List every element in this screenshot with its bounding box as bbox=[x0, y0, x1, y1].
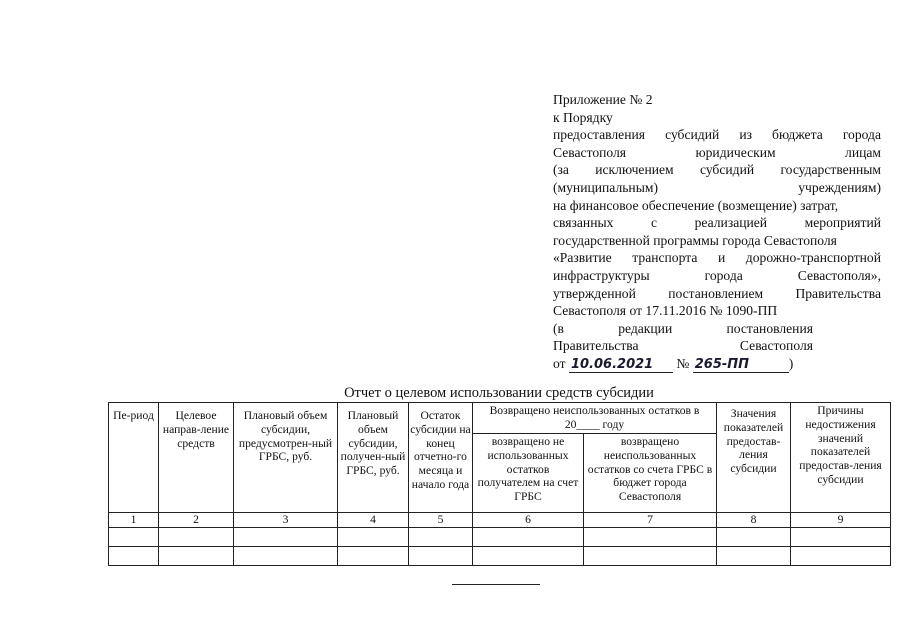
table-cell bbox=[159, 528, 234, 547]
table-cell bbox=[584, 528, 717, 547]
report-title: Отчет о целевом использовании средств субсидии bbox=[344, 385, 654, 401]
appendix-line: Приложение № 2 bbox=[553, 92, 653, 107]
table-cell bbox=[409, 528, 473, 547]
appendix-block bbox=[553, 91, 881, 373]
table-cell bbox=[473, 528, 584, 547]
signature-line bbox=[553, 355, 881, 373]
appendix-line: инфраструктуры города Севастополя», bbox=[553, 267, 881, 283]
number-label: № bbox=[676, 355, 690, 371]
header-purpose: Целевое направ-ление средств bbox=[159, 403, 234, 513]
column-number: 5 bbox=[409, 513, 473, 528]
appendix-line: утвержденной постановлением Правительства bbox=[553, 285, 881, 301]
appendix-line: Севастополя от 17.11.2016 № 1090-ПП bbox=[553, 303, 778, 319]
table-cell bbox=[791, 547, 891, 566]
column-number: 2 bbox=[159, 513, 234, 528]
appendix-line: на финансовое обеспечение (возмещение) затрат, bbox=[553, 197, 839, 213]
header-planned-received: Плановый объем субсидии, получен-ный ГРБС, руб. bbox=[338, 403, 409, 513]
header-balance: Остаток субсидии на конец отчетно-го месяца и начало года bbox=[409, 403, 473, 513]
table-cell bbox=[791, 528, 891, 547]
table-row bbox=[109, 547, 891, 566]
table-cell bbox=[717, 528, 791, 547]
appendix-line: (муниципальным) учреждениям) bbox=[553, 179, 881, 195]
footnote-divider bbox=[452, 584, 540, 585]
table-cell bbox=[717, 547, 791, 566]
column-number: 8 bbox=[717, 513, 791, 528]
column-number: 4 bbox=[338, 513, 409, 528]
header-planned-volume: Плановый объем субсидии, предусмотрен-ный ГРБС, руб. bbox=[234, 403, 338, 513]
appendix-line: к Порядку bbox=[553, 109, 613, 125]
header-reasons: Причины недостижения значений показателей предостав-ления субсидии bbox=[791, 403, 891, 513]
table-cell bbox=[338, 547, 409, 566]
column-number: 9 bbox=[791, 513, 891, 528]
header-period: Пе-риод bbox=[109, 403, 159, 513]
appendix-line: предоставления субсидий из бюджета города bbox=[553, 127, 881, 143]
handwritten-date: 10.06.2021 bbox=[569, 358, 673, 373]
column-number-row bbox=[109, 513, 891, 528]
close-paren: ) bbox=[788, 355, 794, 371]
table-cell bbox=[409, 547, 473, 566]
column-number: 1 bbox=[109, 513, 159, 528]
table-cell bbox=[234, 547, 338, 566]
table-cell bbox=[109, 528, 159, 547]
header-indicator-values: Значения показателей предостав-ления субсидии bbox=[717, 403, 791, 513]
appendix-line: государственной программы города Севастополя bbox=[553, 232, 837, 248]
appendix-line: (в редакции постановления bbox=[553, 320, 813, 336]
appendix-line: Севастополя юридическим лицам bbox=[553, 144, 881, 160]
appendix-line: «Развитие транспорта и дорожно-транспортной bbox=[553, 250, 881, 266]
from-label: от bbox=[553, 355, 566, 371]
appendix-line: Правительства Севастополя bbox=[553, 338, 813, 354]
appendix-line: (за исключением субсидий государственным bbox=[553, 162, 881, 178]
table-cell bbox=[338, 528, 409, 547]
table-cell bbox=[159, 547, 234, 566]
handwritten-number: 265-ПП bbox=[693, 358, 789, 373]
appendix-line: связанных с реализацией мероприятий bbox=[553, 215, 881, 231]
column-number: 7 bbox=[584, 513, 717, 528]
report-table bbox=[108, 402, 891, 566]
table-cell bbox=[473, 547, 584, 566]
table-cell bbox=[234, 528, 338, 547]
table-row bbox=[109, 528, 891, 547]
table-cell bbox=[109, 547, 159, 566]
header-returned-to-budget: возвращено неиспользованных остатков со счета ГРБС в бюджет города Севастополя bbox=[584, 434, 717, 513]
header-returned-to-grbs: возвращено не использованных остатков получателем на счет ГРБС bbox=[473, 434, 584, 513]
column-number: 6 bbox=[473, 513, 584, 528]
column-number: 3 bbox=[234, 513, 338, 528]
table-cell bbox=[584, 547, 717, 566]
header-returned-group: Возвращено неиспользованных остатков в 20____ году bbox=[473, 403, 717, 434]
header-row bbox=[109, 403, 891, 434]
